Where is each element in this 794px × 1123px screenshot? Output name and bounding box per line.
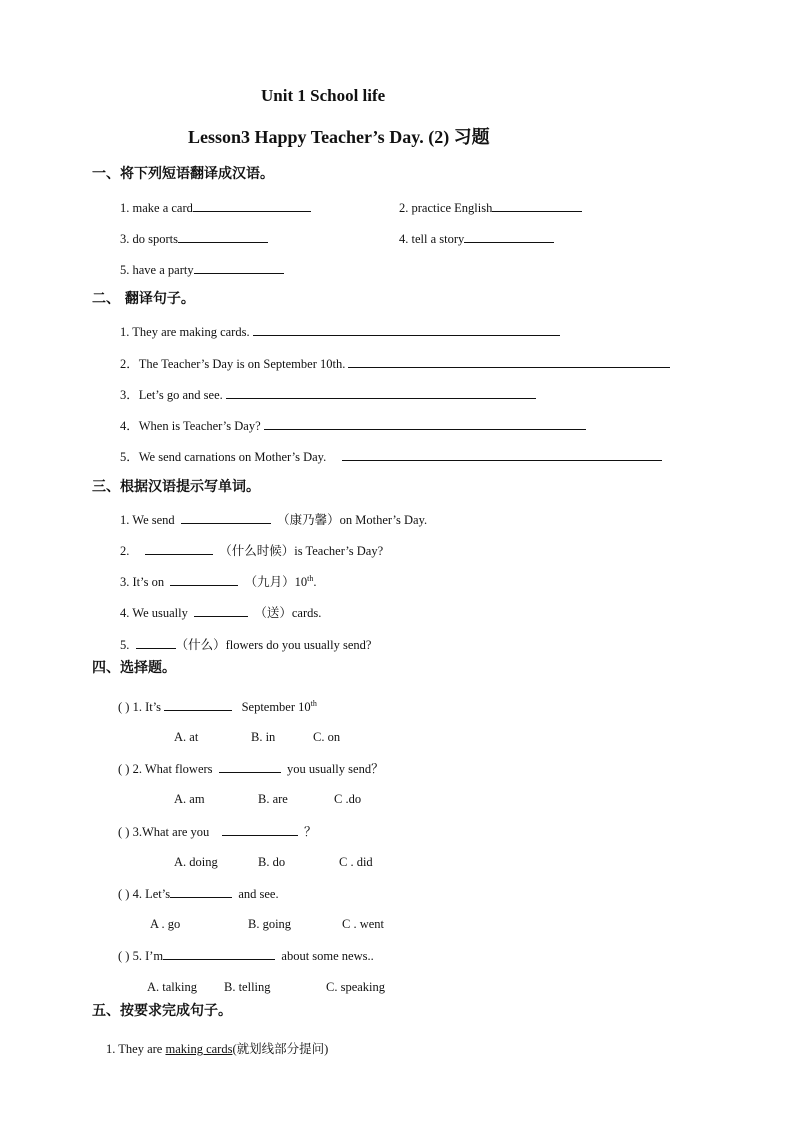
s1-item-5: 5. have a party (120, 261, 284, 278)
s3-item-2: 2. （什么时候）is Teacher’s Day? (120, 544, 384, 558)
answer-blank[interactable] (181, 511, 271, 524)
answer-blank[interactable] (178, 230, 268, 243)
mc-3-option-b[interactable]: B. do (258, 855, 286, 869)
mc-5-option-c[interactable]: C. speaking (326, 980, 386, 994)
answer-blank[interactable] (253, 323, 560, 336)
underlined-phrase: making cards (165, 1042, 233, 1056)
mc-3-question: ( ) 3.What are you ？ (118, 825, 317, 839)
s2-item-3: 3．Let’s go and see. (120, 386, 536, 403)
answer-paren[interactable]: ( ) (118, 887, 130, 901)
s3-item-3: 3. It’s on （九月）10th. (120, 574, 317, 589)
answer-blank[interactable] (219, 760, 281, 773)
mc-4-option-a[interactable]: A . go (150, 917, 181, 931)
mc-5-option-b[interactable]: B. telling (224, 980, 271, 994)
mc-3-option-a[interactable]: A. doing (174, 855, 218, 869)
s1-item-2: 2. practice English (399, 199, 582, 216)
answer-blank[interactable] (163, 947, 275, 960)
answer-blank[interactable] (170, 573, 238, 586)
mc-1-option-b[interactable]: B. in (251, 730, 276, 744)
answer-paren[interactable]: ( ) (118, 762, 130, 776)
mc-4-question: ( ) 4. Let’s and see. (118, 887, 279, 901)
answer-blank[interactable] (342, 448, 662, 461)
mc-2-question: ( ) 2. What flowers you usually send？ (118, 762, 384, 776)
answer-blank[interactable] (348, 355, 670, 368)
mc-1-option-c[interactable]: C. on (313, 730, 341, 744)
s2-item-1: 1. They are making cards. (120, 323, 560, 340)
s1-item-4: 4. tell a story (399, 230, 554, 247)
section-4-heading: 四、选择题。 (92, 660, 176, 676)
answer-blank[interactable] (464, 230, 554, 243)
mc-2-option-b[interactable]: B. are (258, 792, 288, 806)
answer-blank[interactable] (226, 386, 536, 399)
page-title: Unit 1 School life (261, 86, 386, 105)
s2-item-2: 2．The Teacher’s Day is on September 10th. (120, 355, 670, 372)
answer-blank[interactable] (194, 604, 248, 617)
answer-blank[interactable] (145, 542, 213, 555)
mc-5-question: ( ) 5. I’m about some news.. (118, 949, 374, 963)
mc-4-option-b[interactable]: B. going (248, 917, 292, 931)
s3-item-4: 4. We usually （送）cards. (120, 606, 322, 620)
mc-2-option-c[interactable]: C .do (334, 792, 362, 806)
answer-paren[interactable]: ( ) (118, 825, 130, 839)
mc-3-option-c[interactable]: C . did (339, 855, 373, 869)
s2-item-5: 5．We send carnations on Mother’s Day. (120, 448, 662, 465)
answer-blank[interactable] (222, 823, 298, 836)
answer-blank[interactable] (170, 885, 232, 898)
answer-blank[interactable] (136, 636, 176, 649)
answer-paren[interactable]: ( ) (118, 949, 130, 963)
answer-paren[interactable]: ( ) (118, 700, 130, 714)
section-2-heading: 二、 翻译句子。 (92, 291, 195, 307)
mc-1-option-a[interactable]: A. at (174, 730, 199, 744)
page-subtitle: Lesson3 Happy Teacher’s Day. (2) 习题 (188, 127, 490, 147)
s5-item-1: 1. They are making cards(就划线部分提问) (106, 1042, 329, 1056)
answer-blank[interactable] (193, 199, 311, 212)
answer-blank[interactable] (492, 199, 582, 212)
answer-blank[interactable] (164, 698, 232, 711)
answer-blank[interactable] (194, 261, 284, 274)
s1-item-3: 3. do sports (120, 230, 268, 247)
s3-item-1: 1. We send （康乃馨）on Mother’s Day. (120, 513, 428, 527)
s2-item-4: 4．When is Teacher’s Day? (120, 417, 586, 434)
answer-blank[interactable] (264, 417, 586, 430)
section-3-heading: 三、根据汉语提示写单词。 (92, 479, 260, 495)
mc-5-option-a[interactable]: A. talking (147, 980, 197, 994)
mc-4-option-c[interactable]: C . went (342, 917, 385, 931)
section-1-heading: 一、将下列短语翻译成汉语。 (92, 166, 274, 182)
s1-item-1: 1. make a card (120, 199, 311, 216)
mc-2-option-a[interactable]: A. am (174, 792, 205, 806)
mc-1-question: ( ) 1. It’s September 10th (118, 699, 317, 714)
s3-item-5: 5. （什么）flowers do you usually send? (120, 638, 372, 652)
section-5-heading: 五、按要求完成句子。 (92, 1003, 232, 1019)
